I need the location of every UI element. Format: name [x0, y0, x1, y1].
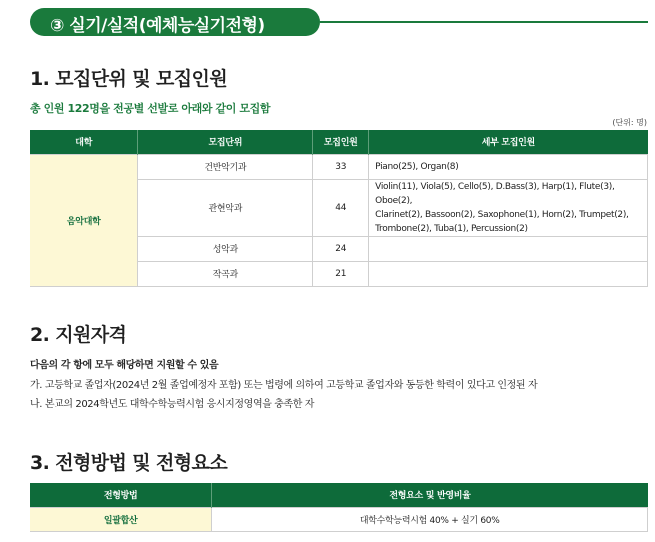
- count-cell: 21: [313, 261, 369, 286]
- unit-cell: 성악과: [138, 236, 313, 261]
- header-detail: 세부 모집인원: [369, 130, 648, 154]
- count-cell: 24: [313, 236, 369, 261]
- table-row: [30, 154, 648, 179]
- eligibility-item: 나. 본교의 2024학년도 대학수학능력시험 응시지정영역을 충족한 자: [30, 399, 315, 410]
- banner-title: ③ 실기/실적(예체능실기전형): [50, 16, 265, 36]
- header-method: 전형방법: [30, 483, 212, 507]
- method-cell: 일괄합산: [30, 507, 212, 531]
- table-header-row: [30, 483, 648, 507]
- detail-cell: [369, 179, 648, 236]
- ratio-cell: 대학수학능력시험 40% + 실기 60%: [212, 507, 648, 531]
- eligibility-item: 가. 고등학교 졸업자(2024년 2월 졸업예정자 포함) 또는 법령에 의하여 고등학교 졸업자와 동등한 학력이 있다고 인정된 자: [30, 380, 538, 391]
- count-cell: 44: [313, 179, 369, 236]
- table-row: [30, 507, 648, 531]
- section1-heading: 1. 모집단위 및 모집인원: [30, 68, 228, 90]
- banner-divider: [320, 21, 648, 23]
- unit-cell: 건반악기과: [138, 154, 313, 179]
- header-ratio: 전형요소 및 반영비율: [212, 483, 648, 507]
- detail-line: Clarinet(2), Bassoon(2), Saxophone(1), Horn(2), Trumpet(2),: [375, 209, 629, 220]
- detail-cell: Piano(25), Organ(8): [369, 154, 648, 179]
- unit-cell: 작곡과: [138, 261, 313, 286]
- college-cell: 음악대학: [30, 154, 138, 286]
- eligibility-lead: 다음의 각 항에 모두 해당하면 지원할 수 있음: [30, 360, 219, 371]
- section2-heading: 2. 지원자격: [30, 324, 127, 346]
- detail-line: Trombone(2), Tuba(1), Percussion(2): [375, 223, 528, 234]
- section1-subtitle: 총 인원 122명을 전공별 선발로 아래와 같이 모집함: [30, 102, 271, 115]
- selection-table: [30, 483, 648, 532]
- detail-cell: [369, 261, 648, 286]
- header-unit: 모집단위: [138, 130, 313, 154]
- header-count: 모집인원: [313, 130, 369, 154]
- count-cell: 33: [313, 154, 369, 179]
- detail-cell: [369, 236, 648, 261]
- detail-line: Violin(11), Viola(5), Cello(5), D.Bass(3), Harp(1), Flute(3), Oboe(2),: [375, 181, 615, 206]
- unit-cell: 관현악과: [138, 179, 313, 236]
- section3-heading: 3. 전형방법 및 전형요소: [30, 452, 228, 474]
- table-header-row: [30, 130, 648, 154]
- header-college: 대학: [30, 130, 138, 154]
- section-banner: [30, 8, 320, 36]
- unit-note: (단위: 명): [612, 118, 647, 127]
- recruitment-table: [30, 130, 648, 287]
